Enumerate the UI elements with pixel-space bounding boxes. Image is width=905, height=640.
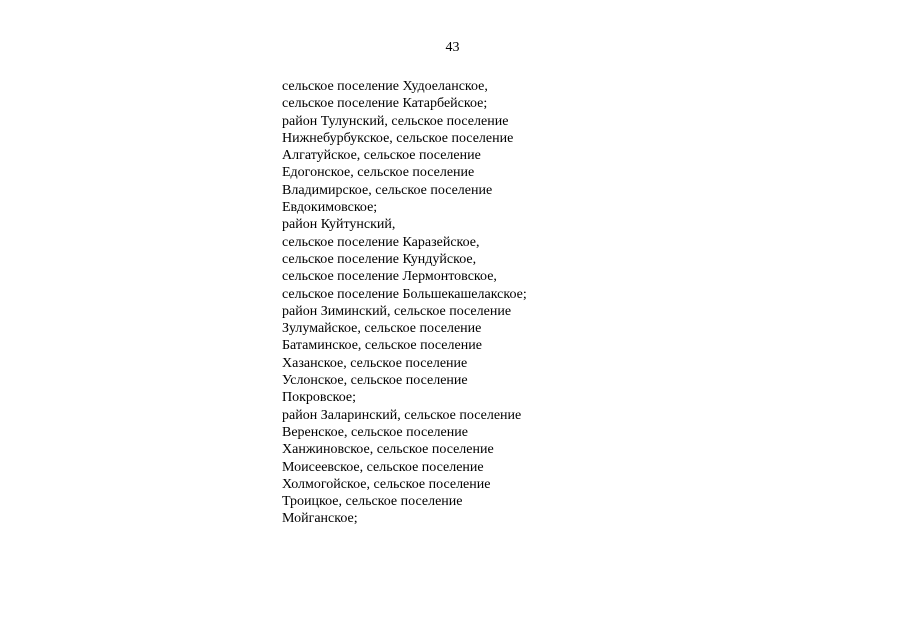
text-line: сельское поселение Лермонтовское, [282, 269, 497, 285]
text-line: Ханжиновское, сельское поселение [282, 442, 494, 458]
text-line: Евдокимовское; [282, 200, 378, 216]
text-line: Холмогойское, сельское поселение [282, 476, 491, 492]
text-line: Мойганское; [282, 511, 358, 527]
page-number: 43 [445, 40, 460, 55]
text-line: сельское поселение Каразейское, [282, 234, 480, 250]
text-line: сельское поселение Кундуйское, [282, 251, 477, 267]
text-line: Хазанское, сельское поселение [282, 355, 468, 371]
text-line: Покровское; [282, 390, 357, 406]
text-line: Услонское, сельское поселение [282, 373, 468, 389]
text-line: сельское поселение Худоеланское, [282, 79, 488, 94]
text-line: район Тулунский, сельское поселение [282, 113, 509, 129]
text-line: Нижнебурбукское, сельское поселение [282, 130, 514, 146]
text-line: район Зиминский, сельское поселение [282, 303, 512, 319]
text-line: Владимирское, сельское поселение [282, 182, 493, 198]
text-line: Троицкое, сельское поселение [282, 494, 463, 510]
text-line: сельское поселение Большекашелакское; [282, 286, 527, 302]
text-line: Едогонское, сельское поселение [282, 165, 475, 181]
text-line: Батаминское, сельское поселение [282, 338, 482, 354]
text-line: Алгатуйское, сельское поселение [282, 148, 481, 164]
text-line: Моисеевское, сельское поселение [282, 459, 484, 475]
text-line: Зулумайское, сельское поселение [282, 321, 482, 337]
text-block [282, 78, 527, 528]
text-line: сельское поселение Катарбейское; [282, 96, 488, 112]
text-line: район Куйтунский, [282, 217, 396, 233]
text-line: Веренское, сельское поселение [282, 424, 468, 440]
text-line: район Заларинский, сельское поселение [282, 407, 522, 423]
